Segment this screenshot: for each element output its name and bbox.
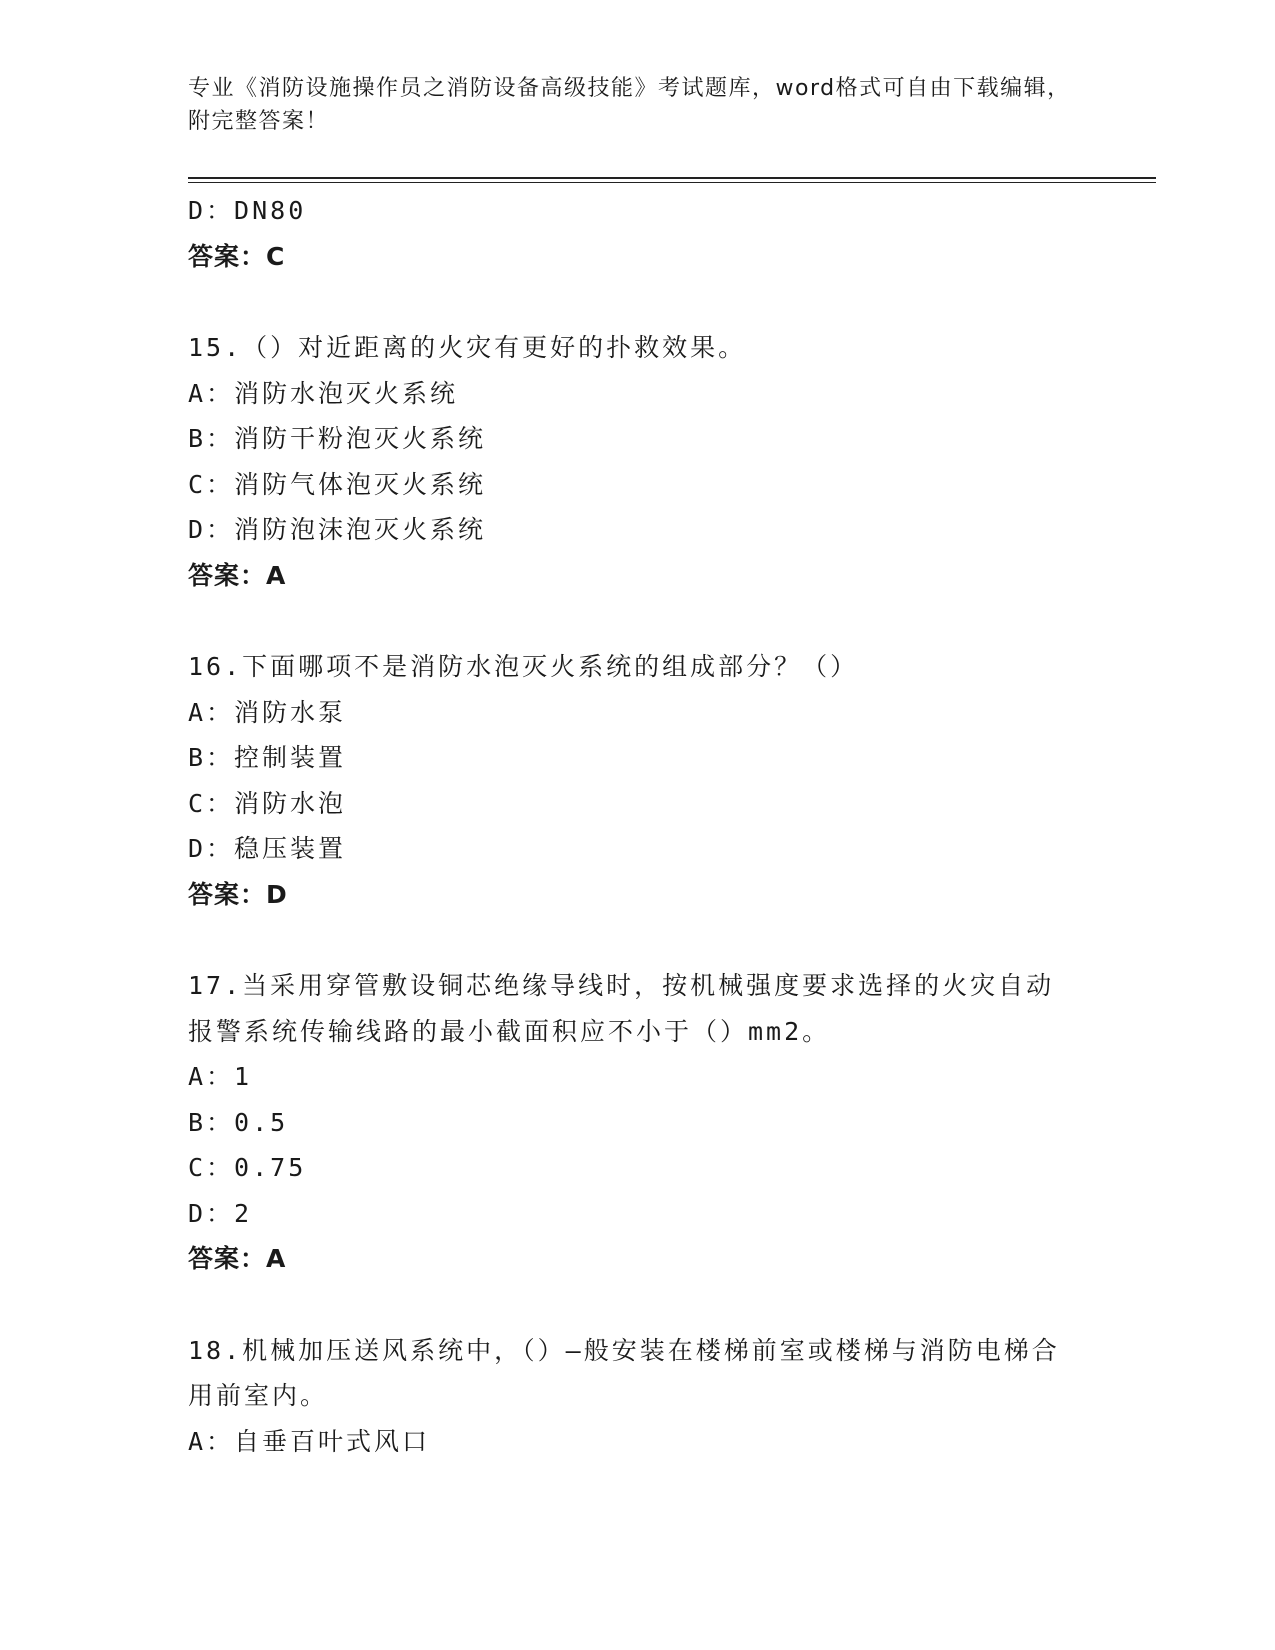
answer-line: 答案：A — [188, 1244, 287, 1273]
question-stem: 17.当采用穿管敷设铜芯绝缘导线时，按机械强度要求选择的火灾自动报警系统传输线路的最小截面积应不小于（）mm2。 — [188, 971, 1055, 1046]
question-stem: 18.机械加压送风系统中，（）—般安装在楼梯前室或楼梯与消防电梯合用前室内。 — [188, 1335, 1060, 1410]
document-header: 专业《消防设施操作员之消防设备高级技能》考试题库，word格式可自由下载编辑，附完整答案！ — [188, 76, 1071, 134]
header-divider-thin — [188, 182, 1156, 183]
option-d: D：2 — [188, 1198, 253, 1228]
option-c: C：消防气体泡灭火系统 — [188, 469, 487, 499]
answer-line: 答案：A — [188, 560, 287, 590]
question-block-18 — [188, 1328, 1068, 1465]
question-stem: 16.下面哪项不是消防水泡灭火系统的组成部分？（） — [188, 652, 859, 681]
option-b: B：0.5 — [188, 1107, 289, 1137]
question-block-16 — [188, 644, 1068, 917]
option-b: B：控制装置 — [188, 743, 347, 772]
option-d: D：稳压装置 — [188, 834, 347, 863]
answer-line: 答案：C — [188, 241, 286, 271]
question-stem: 15.（）对近距离的火灾有更好的扑救效果。 — [188, 333, 747, 362]
option-c: C：0.75 — [188, 1153, 307, 1182]
option-d: D：DN80 — [188, 196, 307, 225]
option-a: A：消防水泵 — [188, 697, 347, 727]
question-list — [188, 188, 1068, 1464]
option-d: D：消防泡沫泡灭火系统 — [188, 515, 487, 544]
option-a: A：自垂百叶式风口 — [188, 1426, 431, 1456]
option-b: B：消防干粉泡灭火系统 — [188, 424, 487, 453]
option-a: A：1 — [188, 1062, 253, 1091]
option-c: C：消防水泡 — [188, 788, 347, 818]
question-block-15 — [188, 325, 1068, 598]
header-divider — [188, 177, 1156, 179]
question-block-17 — [188, 963, 1068, 1282]
option-a: A：消防水泡灭火系统 — [188, 378, 459, 408]
answer-line: 答案：D — [188, 879, 288, 909]
question-block-previous — [188, 188, 1068, 279]
